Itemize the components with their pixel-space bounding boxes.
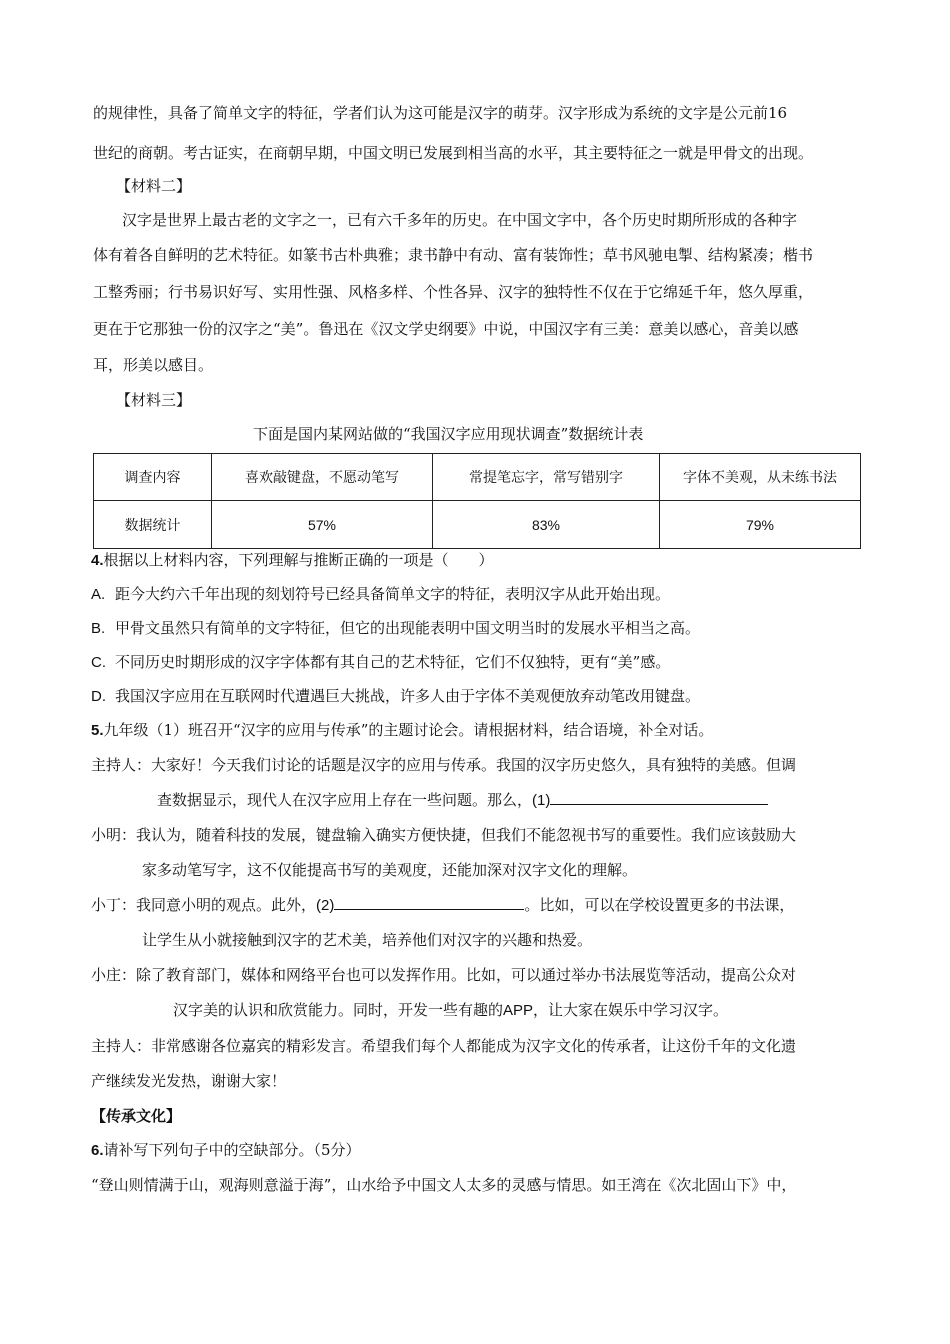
dialogue-xiaozhuang-cont <box>173 1000 728 1021</box>
question-stem: 请补写下列句子中的空缺部分。（5分） <box>103 1141 361 1159</box>
dialogue-xiaoding <box>91 895 794 916</box>
material2-line: 耳，形美以感目。 <box>93 356 214 374</box>
answer-blank-1[interactable] <box>550 790 768 805</box>
question-6-line: “登山则情满于山，观海则意溢于海”，山水给予中国文人太多的灵感与情思。如王湾在《次北固山下》中， <box>91 1176 797 1194</box>
answer-blank-2[interactable] <box>334 895 524 910</box>
dialogue-host-2: 主持人：非常感谢各位嘉宾的精彩发言。希望我们每个人都能成为汉字文化的传承者，让这份千年的文化遗 <box>91 1037 797 1055</box>
dialogue-host-1-cont <box>157 790 768 811</box>
option-label: B. <box>91 620 106 637</box>
table-row <box>94 501 861 549</box>
table-cell: 83% <box>433 501 660 549</box>
question-5 <box>91 720 713 741</box>
dialogue-text: 。比如，可以在学校设置更多的书法课， <box>524 896 795 914</box>
question-6 <box>91 1140 361 1161</box>
table-cell: 57% <box>212 501 433 549</box>
dialogue-text: ，让大家在娱乐中学习汉字。 <box>533 1001 729 1019</box>
option-text: 我国汉字应用在互联网时代遭遇巨大挑战，许多人由于字体不美观便放弃动笔改用键盘。 <box>115 687 701 705</box>
table-caption: 下面是国内某网站做的“我国汉字应用现状调查”数据统计表 <box>253 425 644 443</box>
option-c <box>91 652 670 673</box>
table-header-cell: 喜欢敲键盘，不愿动笔写 <box>212 454 433 501</box>
question-number: 5. <box>91 722 104 739</box>
question-4 <box>91 550 494 571</box>
section-heading: 【传承文化】 <box>91 1107 182 1125</box>
material3-heading: 【材料三】 <box>116 391 192 409</box>
dialogue-host-1: 主持人：大家好！今天我们讨论的话题是汉字的应用与传承。我国的汉字历史悠久，具有独特的美感。但调 <box>91 756 797 774</box>
dialogue-text: 汉字美的认识和欣赏能力。同时，开发一些有趣的 <box>173 1001 504 1019</box>
question-stem: 根据以上材料内容，下列理解与推断正确的一项是（ ） <box>103 551 494 569</box>
option-d <box>91 686 700 707</box>
dialogue-text: 查数据显示，现代人在汉字应用上存在一些问题。那么， <box>157 791 533 809</box>
dialogue-text: 小丁：我同意小明的观点。此外， <box>91 896 317 914</box>
table-cell: 数据统计 <box>94 501 212 549</box>
option-a <box>91 584 670 605</box>
option-label: C. <box>91 654 106 671</box>
material1-line: 世纪的商朝。考古证实，在商朝早期，中国文明已发展到相当高的水平，其主要特征之一就是甲骨文的出现。 <box>93 144 814 162</box>
question-number: 4. <box>91 552 104 569</box>
dialogue-xiaoming: 小明：我认为，随着科技的发展，键盘输入确实方便快捷，但我们不能忽视书写的重要性。我们应该鼓励大 <box>91 826 797 844</box>
table-header-cell: 常提笔忘字，常写错别字 <box>433 454 660 501</box>
material2-line: 体有着各自鲜明的艺术特征。如篆书古朴典雅；隶书静中有动、富有装饰性；草书风驰电掣、结构紧凑；楷书 <box>93 246 814 264</box>
question-number: 6. <box>91 1142 104 1159</box>
material2-line: 更在于它那独一份的汉字之“美”。鲁迅在《汉文学史纲要》中说，中国汉字有三美：意美以感心，音美以感 <box>93 320 799 338</box>
dialogue-text: APP <box>503 1002 534 1019</box>
material2-line: 汉字是世界上最古老的文字之一，已有六千多年的历史。在中国文字中，各个历史时期所形成的各种字 <box>122 211 798 229</box>
question-stem: 九年级（1）班召开“汉字的应用与传承”的主题讨论会。请根据材料，结合语境，补全对话。 <box>103 721 714 739</box>
option-text: 甲骨文虽然只有简单的文字特征，但它的出现能表明中国文明当时的发展水平相当之高。 <box>115 619 701 637</box>
table-cell: 79% <box>660 501 861 549</box>
blank-label: (1) <box>532 792 551 809</box>
blank-label: (2) <box>316 897 335 914</box>
dialogue-xiaoming-cont: 家多动笔写字，这不仅能提高书写的美观度，还能加深对汉字文化的理解。 <box>142 861 638 879</box>
table-header-cell: 字体不美观，从未练书法 <box>660 454 861 501</box>
table-header-row <box>94 454 861 501</box>
option-label: D. <box>91 688 106 705</box>
material2-heading: 【材料二】 <box>116 177 192 195</box>
dialogue-xiaoding-cont: 让学生从小就接触到汉字的艺术美，培养他们对汉字的兴趣和热爱。 <box>142 931 593 949</box>
survey-table <box>93 453 861 549</box>
table-header-cell: 调查内容 <box>94 454 212 501</box>
option-text: 不同历史时期形成的汉字字体都有其自己的艺术特征，它们不仅独特，更有“美”感。 <box>115 653 671 671</box>
option-label: A. <box>91 586 106 603</box>
material1-line: 的规律性，具备了简单文字的特征，学者们认为这可能是汉字的萌芽。汉字形成为系统的文字是公元前16 <box>93 104 788 122</box>
material2-line: 工整秀丽；行书易识好写、实用性强、风格多样、个性各异、汉字的独特性不仅在于它绵延千年，悠久厚重， <box>93 283 814 301</box>
dialogue-xiaozhuang: 小庄：除了教育部门，媒体和网络平台也可以发挥作用。比如，可以通过举办书法展览等活动，提高公众对 <box>91 966 797 984</box>
option-text: 距今大约六千年出现的刻划符号已经具备简单文字的特征，表明汉字从此开始出现。 <box>115 585 671 603</box>
dialogue-host-2-cont: 产继续发光发热，谢谢大家！ <box>91 1072 287 1090</box>
option-b <box>91 618 700 639</box>
